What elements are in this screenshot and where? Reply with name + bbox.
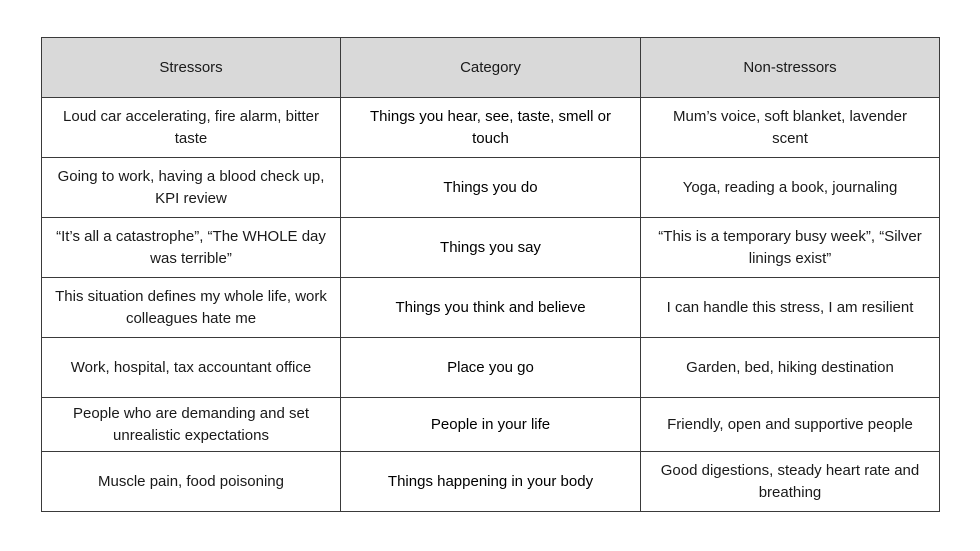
stressors-cell: Muscle pain, food poisoning [42, 452, 341, 512]
table-row [42, 278, 940, 338]
header-non-stressors: Non-stressors [641, 38, 940, 98]
table-row [42, 158, 940, 218]
category-cell: Place you go [341, 338, 641, 398]
header-stressors: Stressors [42, 38, 341, 98]
table-row [42, 98, 940, 158]
table-row [42, 398, 940, 452]
category-cell: Things you say [341, 218, 641, 278]
non-stressors-cell: Friendly, open and supportive people [641, 398, 940, 452]
non-stressors-cell: Garden, bed, hiking destination [641, 338, 940, 398]
table-body [42, 98, 940, 512]
table-row [42, 218, 940, 278]
table-row [42, 452, 940, 512]
stressors-cell: Loud car accelerating, fire alarm, bitter taste [42, 98, 341, 158]
category-cell: People in your life [341, 398, 641, 452]
table-header [42, 38, 940, 98]
category-cell: Things you hear, see, taste, smell or touch [341, 98, 641, 158]
non-stressors-cell: “This is a temporary busy week”, “Silver linings exist” [641, 218, 940, 278]
non-stressors-cell: Good digestions, steady heart rate and breathing [641, 452, 940, 512]
stressors-cell: “It’s all a catastrophe”, “The WHOLE day was terrible” [42, 218, 341, 278]
non-stressors-cell: Yoga, reading a book, journaling [641, 158, 940, 218]
header-category: Category [341, 38, 641, 98]
non-stressors-cell: I can handle this stress, I am resilient [641, 278, 940, 338]
table-row [42, 338, 940, 398]
category-cell: Things you do [341, 158, 641, 218]
header-row [42, 38, 940, 98]
stressors-cell: People who are demanding and set unrealistic expectations [42, 398, 341, 452]
stressors-cell: Work, hospital, tax accountant office [42, 338, 341, 398]
category-cell: Things happening in your body [341, 452, 641, 512]
stressors-cell: Going to work, having a blood check up, KPI review [42, 158, 341, 218]
stressors-table [41, 37, 940, 512]
stressors-cell: This situation defines my whole life, work colleagues hate me [42, 278, 341, 338]
non-stressors-cell: Mum’s voice, soft blanket, lavender scent [641, 98, 940, 158]
category-cell: Things you think and believe [341, 278, 641, 338]
